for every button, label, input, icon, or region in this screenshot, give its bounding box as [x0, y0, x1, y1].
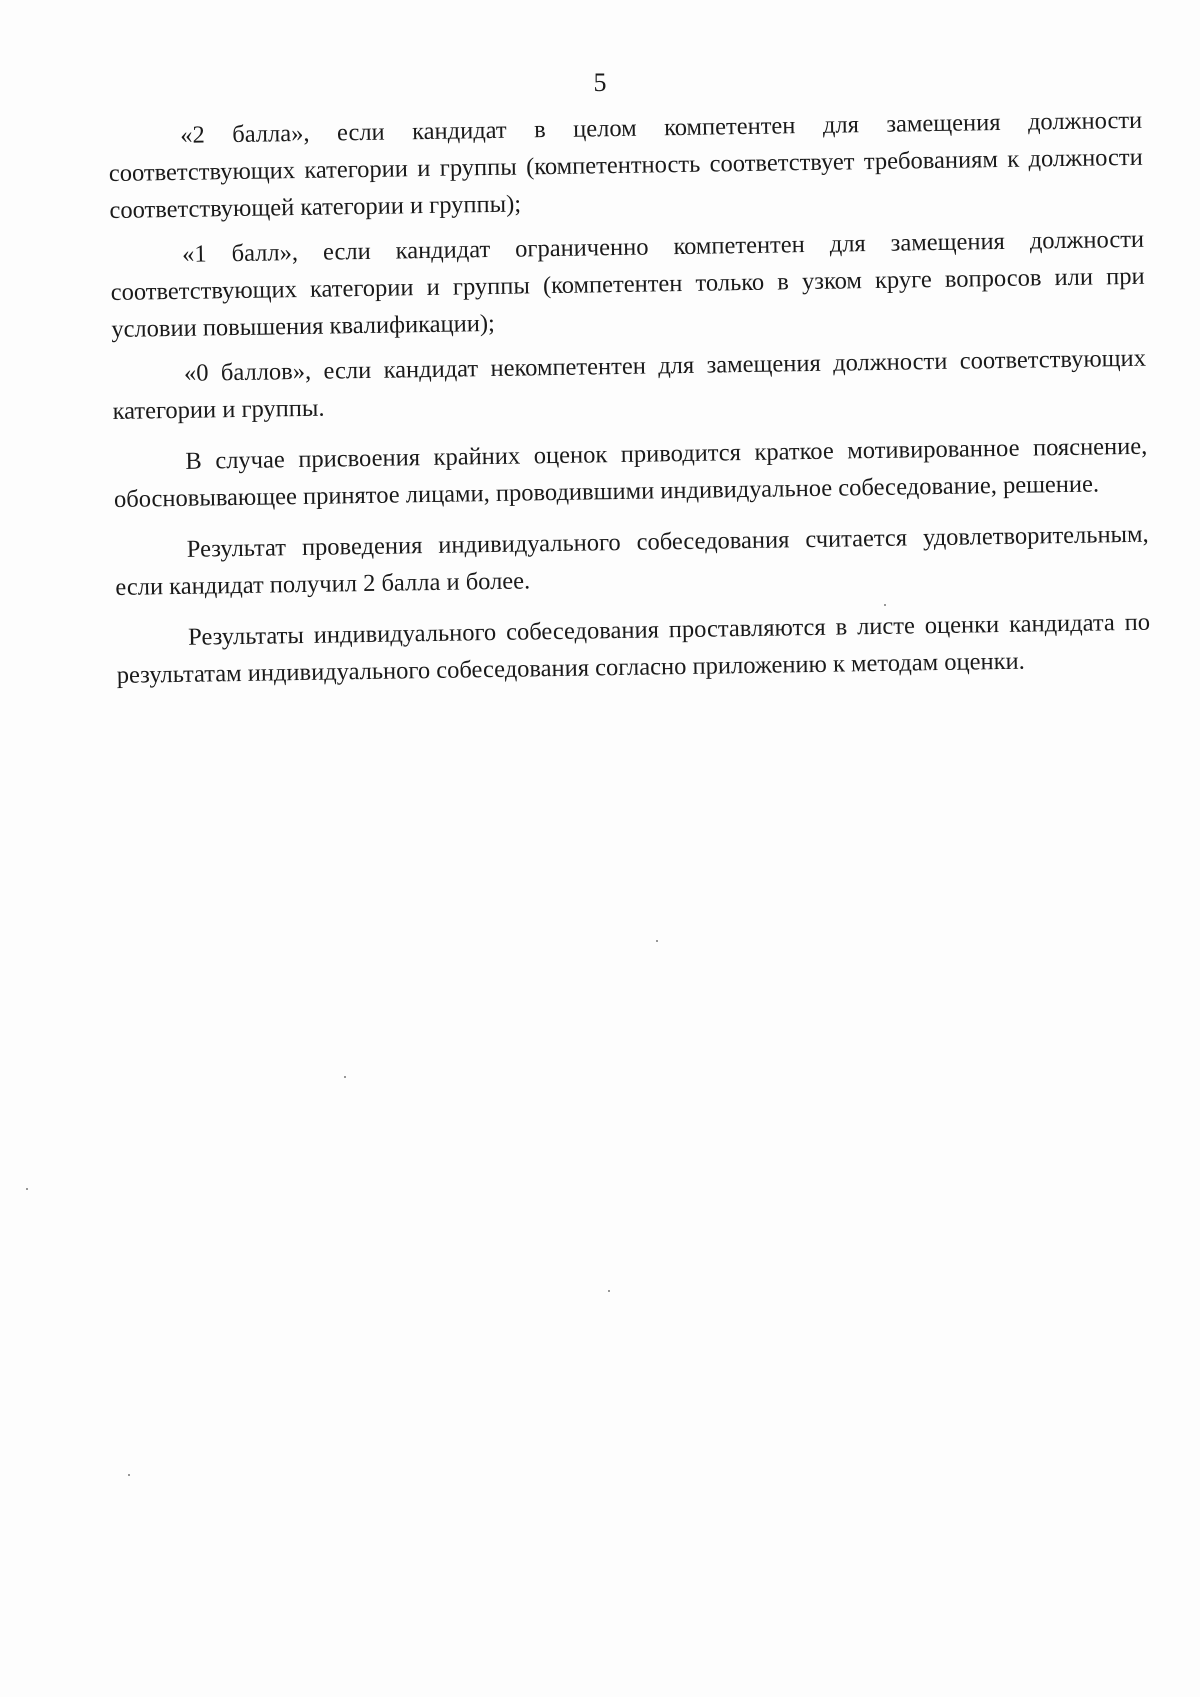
paragraph-score-0: «0 баллов», если кандидат некомпетентен для замещения должности соответствующих категории и группы. — [112, 344, 1147, 425]
scan-speck — [344, 1076, 346, 1078]
scan-speck — [128, 1474, 130, 1476]
paragraph-score-1: «1 балл», если кандидат ограниченно компетентен для замещения должности соответствующих категории и группы (компетентен только в узком круге вопросов или при условии повышения квалификации); — [110, 225, 1145, 343]
scan-speck — [656, 940, 658, 942]
document-body — [108, 102, 1151, 708]
paragraph-result-threshold: Результат проведения индивидуального собеседования считается удовлетворительным, если кандидат получил 2 балла и более. — [115, 520, 1149, 601]
scan-speck — [884, 604, 886, 606]
page-number: 5 — [593, 68, 607, 97]
paragraph-extreme-scores: В случае присвоения крайних оценок приводится краткое мотивированное пояснение, обосновывающее принятое лицами, проводившими индивидуальное собеседование, решение. — [113, 432, 1148, 513]
scan-speck — [608, 1290, 610, 1292]
paragraph-score-2: «2 балла», если кандидат в целом компетентен для замещения должности соответствующих категории и группы (компетентность соответствует требованиям к должности соответствующей категории и группы); — [108, 106, 1143, 224]
paragraph-results-recording: Результаты индивидуального собеседования проставляются в листе оценки кандидата по результатам индивидуального собеседования согласно приложению к методам оценки. — [116, 608, 1151, 689]
scan-speck — [26, 1188, 28, 1190]
